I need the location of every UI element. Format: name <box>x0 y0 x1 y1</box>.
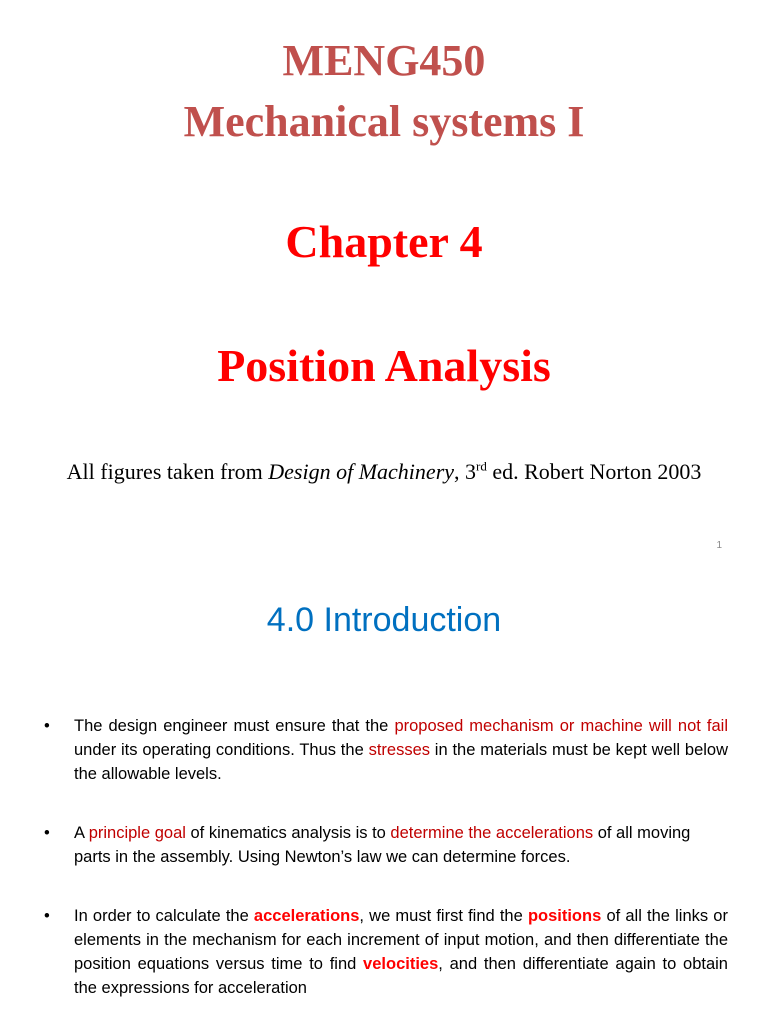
credit-prefix: All figures taken from <box>66 459 269 484</box>
figure-credit <box>0 458 768 486</box>
book-title: Design of Machinery <box>268 459 455 484</box>
bullet-highlight: velocities <box>363 955 439 973</box>
bullet-text: A <box>74 824 89 842</box>
credit-suffix: ed. Robert Norton 2003 <box>486 459 702 484</box>
bullet-text: in the materials must be kept well below the allowable levels. <box>74 741 729 783</box>
course-name: Mechanical systems I <box>183 97 585 146</box>
bullet-icon: • <box>44 824 50 842</box>
bullet-list <box>44 714 728 1035</box>
bullet-icon: • <box>44 717 50 735</box>
introduction-slide <box>0 574 768 1024</box>
topic-heading: Position Analysis <box>217 340 551 391</box>
bullet-item <box>44 904 728 1000</box>
bullet-icon: • <box>44 907 50 925</box>
bullet-highlight: accelerations <box>253 907 360 925</box>
bullet-text: , we must first find the <box>359 907 528 925</box>
edition-superscript: rd <box>476 458 487 474</box>
bullet-item <box>44 714 728 786</box>
bullet-text: of kinematics analysis is to <box>185 824 391 842</box>
bullet-highlight: determine the accelerations <box>390 824 594 842</box>
bullet-text: The design engineer must ensure that the <box>74 717 395 735</box>
intro-title: 4.0 Introduction <box>266 601 502 639</box>
credit-comma: , 3 <box>454 459 477 484</box>
chapter-heading: Chapter 4 <box>285 216 483 267</box>
bullet-text: , and then differentiate again to obtain the expressions for acceleration <box>74 955 728 997</box>
bullet-highlight: positions <box>527 907 602 925</box>
bullet-highlight: proposed mechanism or machine will not fail <box>394 717 729 735</box>
bullet-highlight: stresses <box>368 741 430 759</box>
bullet-text: of all moving parts in the assembly. Using Newton’s law we can determine forces. <box>74 824 691 866</box>
bullet-text: of all the links or elements in the mechanism for each increment of input motion, and then differentiate the position equations versus time to find <box>74 907 728 973</box>
course-code: MENG450 <box>282 36 486 85</box>
bullet-text: under its operating conditions. Thus the <box>74 741 369 759</box>
bullet-highlight: principle goal <box>88 824 186 842</box>
bullet-text: In order to calculate the <box>74 907 254 925</box>
page-number: 1 <box>716 540 722 551</box>
bullet-item <box>44 821 728 869</box>
